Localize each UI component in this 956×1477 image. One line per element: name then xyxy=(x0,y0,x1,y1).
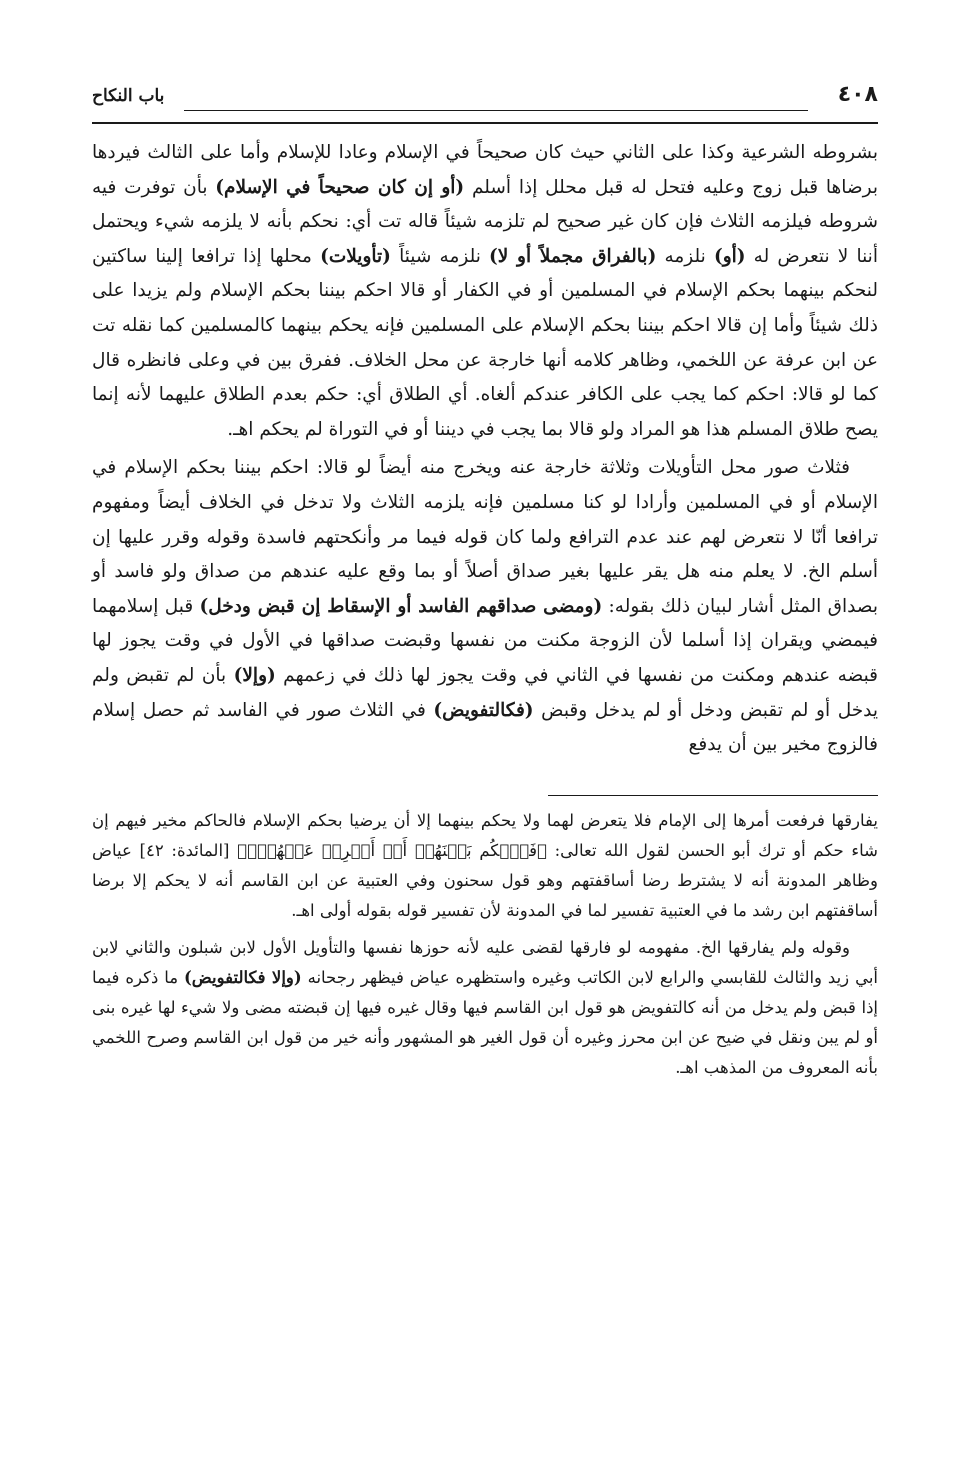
page-number: ٤٠٨ xyxy=(837,82,878,107)
footnote-paragraph-2 xyxy=(92,933,878,1084)
main-paragraph-1 xyxy=(92,136,878,447)
running-title: باب النكاح xyxy=(92,86,165,106)
bold-matn-phrase: (أو إن كان صحيحاً في الإسلام) xyxy=(215,176,465,198)
footnote-paragraph-1: يفارقها فرفعت أمرها إلى الإمام فلا يتعرض لهما ولا يحكم بينهما إلا أن يرضيا بحكم الإسلام فالحاكم مخير فيهم إن شاء حكم أو ترك أبو الحسن لقول الله تعالى: ﴿فَٱحۡكُم بَيۡنَهُمۡ أَوۡ أَعۡرِضۡ عَنۡهُمۡۖ﴾ [المائدة: ٤٢] عياض وظاهر المدونة أنه لا يشترط رضا أساقفتهم وهو قول سحنون وفي العتبية عن ابن القاسم أنه لا يحكم إلا برضا أساقفتهم ابن رشد ما في العتبية تفسير لما في المدونة لأن تفسير قوله بقوله أولى اهـ. xyxy=(92,810,878,921)
bold-matn-phrase: (بالفراق مجملاً أو لا) xyxy=(489,245,657,267)
text-run: قبل إسلامهما فيمضي ويقران إذا أسلما لأن الزوجة مكنت من نفسها وقبضت صداقها في الأول في وقت يجوز لها قبضه عندهم ومكنت من نفسها في الثاني في وقت يجوز لها ذلك في زعمهم xyxy=(92,595,878,686)
header-rule xyxy=(184,110,808,111)
bold-matn-phrase: (فكالتفويض) xyxy=(433,699,534,721)
text-run: بأن لم تقبض ولم يدخل أو لم تقبض ودخل أو لم يدخل وقبض xyxy=(92,664,879,721)
text-run: في الثلاث صور في الفاسد ثم حصل إسلام فالزوج مخير بين أن يدفع xyxy=(92,699,878,756)
main-paragraph-2 xyxy=(92,451,878,762)
bold-matn-phrase: (وإلا فكالتفويض) xyxy=(183,967,302,987)
main-text xyxy=(92,136,878,763)
bold-matn-phrase: (وإلا) xyxy=(233,664,276,686)
page-header xyxy=(92,72,878,124)
book-page xyxy=(92,72,878,1412)
footnote-separator xyxy=(548,795,878,796)
text-run: نلزمه xyxy=(656,245,714,267)
bold-matn-phrase: (تأويلات) xyxy=(320,245,391,267)
text-run: بشروطه الشرعية وكذا على الثاني حيث كان صحيحاً في الإسلام وعادا للإسلام وأما على الثالث فيردها برضاها قبل زوج وعليه فتحل له قبل محلل إذا أسلم xyxy=(92,142,878,198)
bold-matn-phrase: (ومضى صداقهم الفاسد أو الإسقاط إن قبض ودخل) xyxy=(199,595,603,617)
text-run: وقوله ولم يفارقها الخ. مفهومه لو فارقها لقضى عليه لأنه حوزها نفسها والتأويل الأول لابن شبلون والثاني لابن أبي زيد والثالث للقابسي والرابع لابن الكاتب وغيره واستظهره عياض فيظهر رجحانه xyxy=(92,937,878,987)
text-run: نلزمه شيئاً xyxy=(390,245,489,267)
bold-matn-phrase: (أو) xyxy=(713,245,746,267)
text-run: محلها إذا ترافعا إلينا ساكتين لنحكم بينهما بحكم الإسلام في المسلمين أو في الكفار أو قالا احكم بيننا بحكم الإسلام ولم يزيدا على ذلك شيئاً وأما إن قالا احكم بيننا بحكم الإسلام على المسلمين فإنه يحكم بينهما كالمسلمين كما نقله تت عن ابن عرفة عن اللخمي، وظاهر كلامه أنها خارجة عن محل الخلاف. ففرق بين في وعلى فانظره قال كما لو قالا: احكم كما يجب على الكافر عندكم ألغاه. أي الطلاق أي: حكم بعدم الطلاق عليهما لأنه إنما يصح طلاق المسلم هذا هو المراد ولو قالا بما يجب في ديننا أو في التوراة لم يحكم اهـ. xyxy=(92,245,878,440)
text-run: ما ذكره فيما إذا قبض ولم يدخل من أنه كالتفويض هو قول ابن القاسم فيها وقال غيره فيها إن قبضته مضى ولا شيء لها غيره بنى أو لم يبن ونقل في ضيح عن ابن محرز وغيره أن قول الغير هو المشهور وأنه خير من قول ابن القاسم وصرح اللخمي بأنه المعروف من المذهب اهـ. xyxy=(92,967,878,1078)
text-run: بأن توفرت فيه شروطه فيلزمه الثلاث فإن كان غير صحيح لم تلزمه شيئاً قاله تت أي: نحكم بأنه لا يلزمه شيء ويحتمل أننا لا نتعرض له xyxy=(92,176,878,267)
text-run: فثلاث صور محل التأويلات وثلاثة خارجة عنه ويخرج منه أيضاً لو قالا: احكم بيننا بحكم الإسلام في الإسلام أو في المسلمين وأرادا لو كنا مسلمين فإنه يلزمه الثلاث ولا تدخل في الخلاف أيضاً ومفهوم ترافعا أنّا لا نتعرض لهم عند عدم الترافع ولما كان قوله فيما مر وأنكحتهم فاسدة وقوله وقرر عليها إن أسلم الخ. لا يعلم منه هل يقر عليها بغير صداق أصلاً أو بما وقع عليه عندهم من صداق ولو فاسد أو بصداق المثل أشار لبيان ذلك بقوله: xyxy=(92,457,878,617)
footnotes xyxy=(92,806,878,1084)
